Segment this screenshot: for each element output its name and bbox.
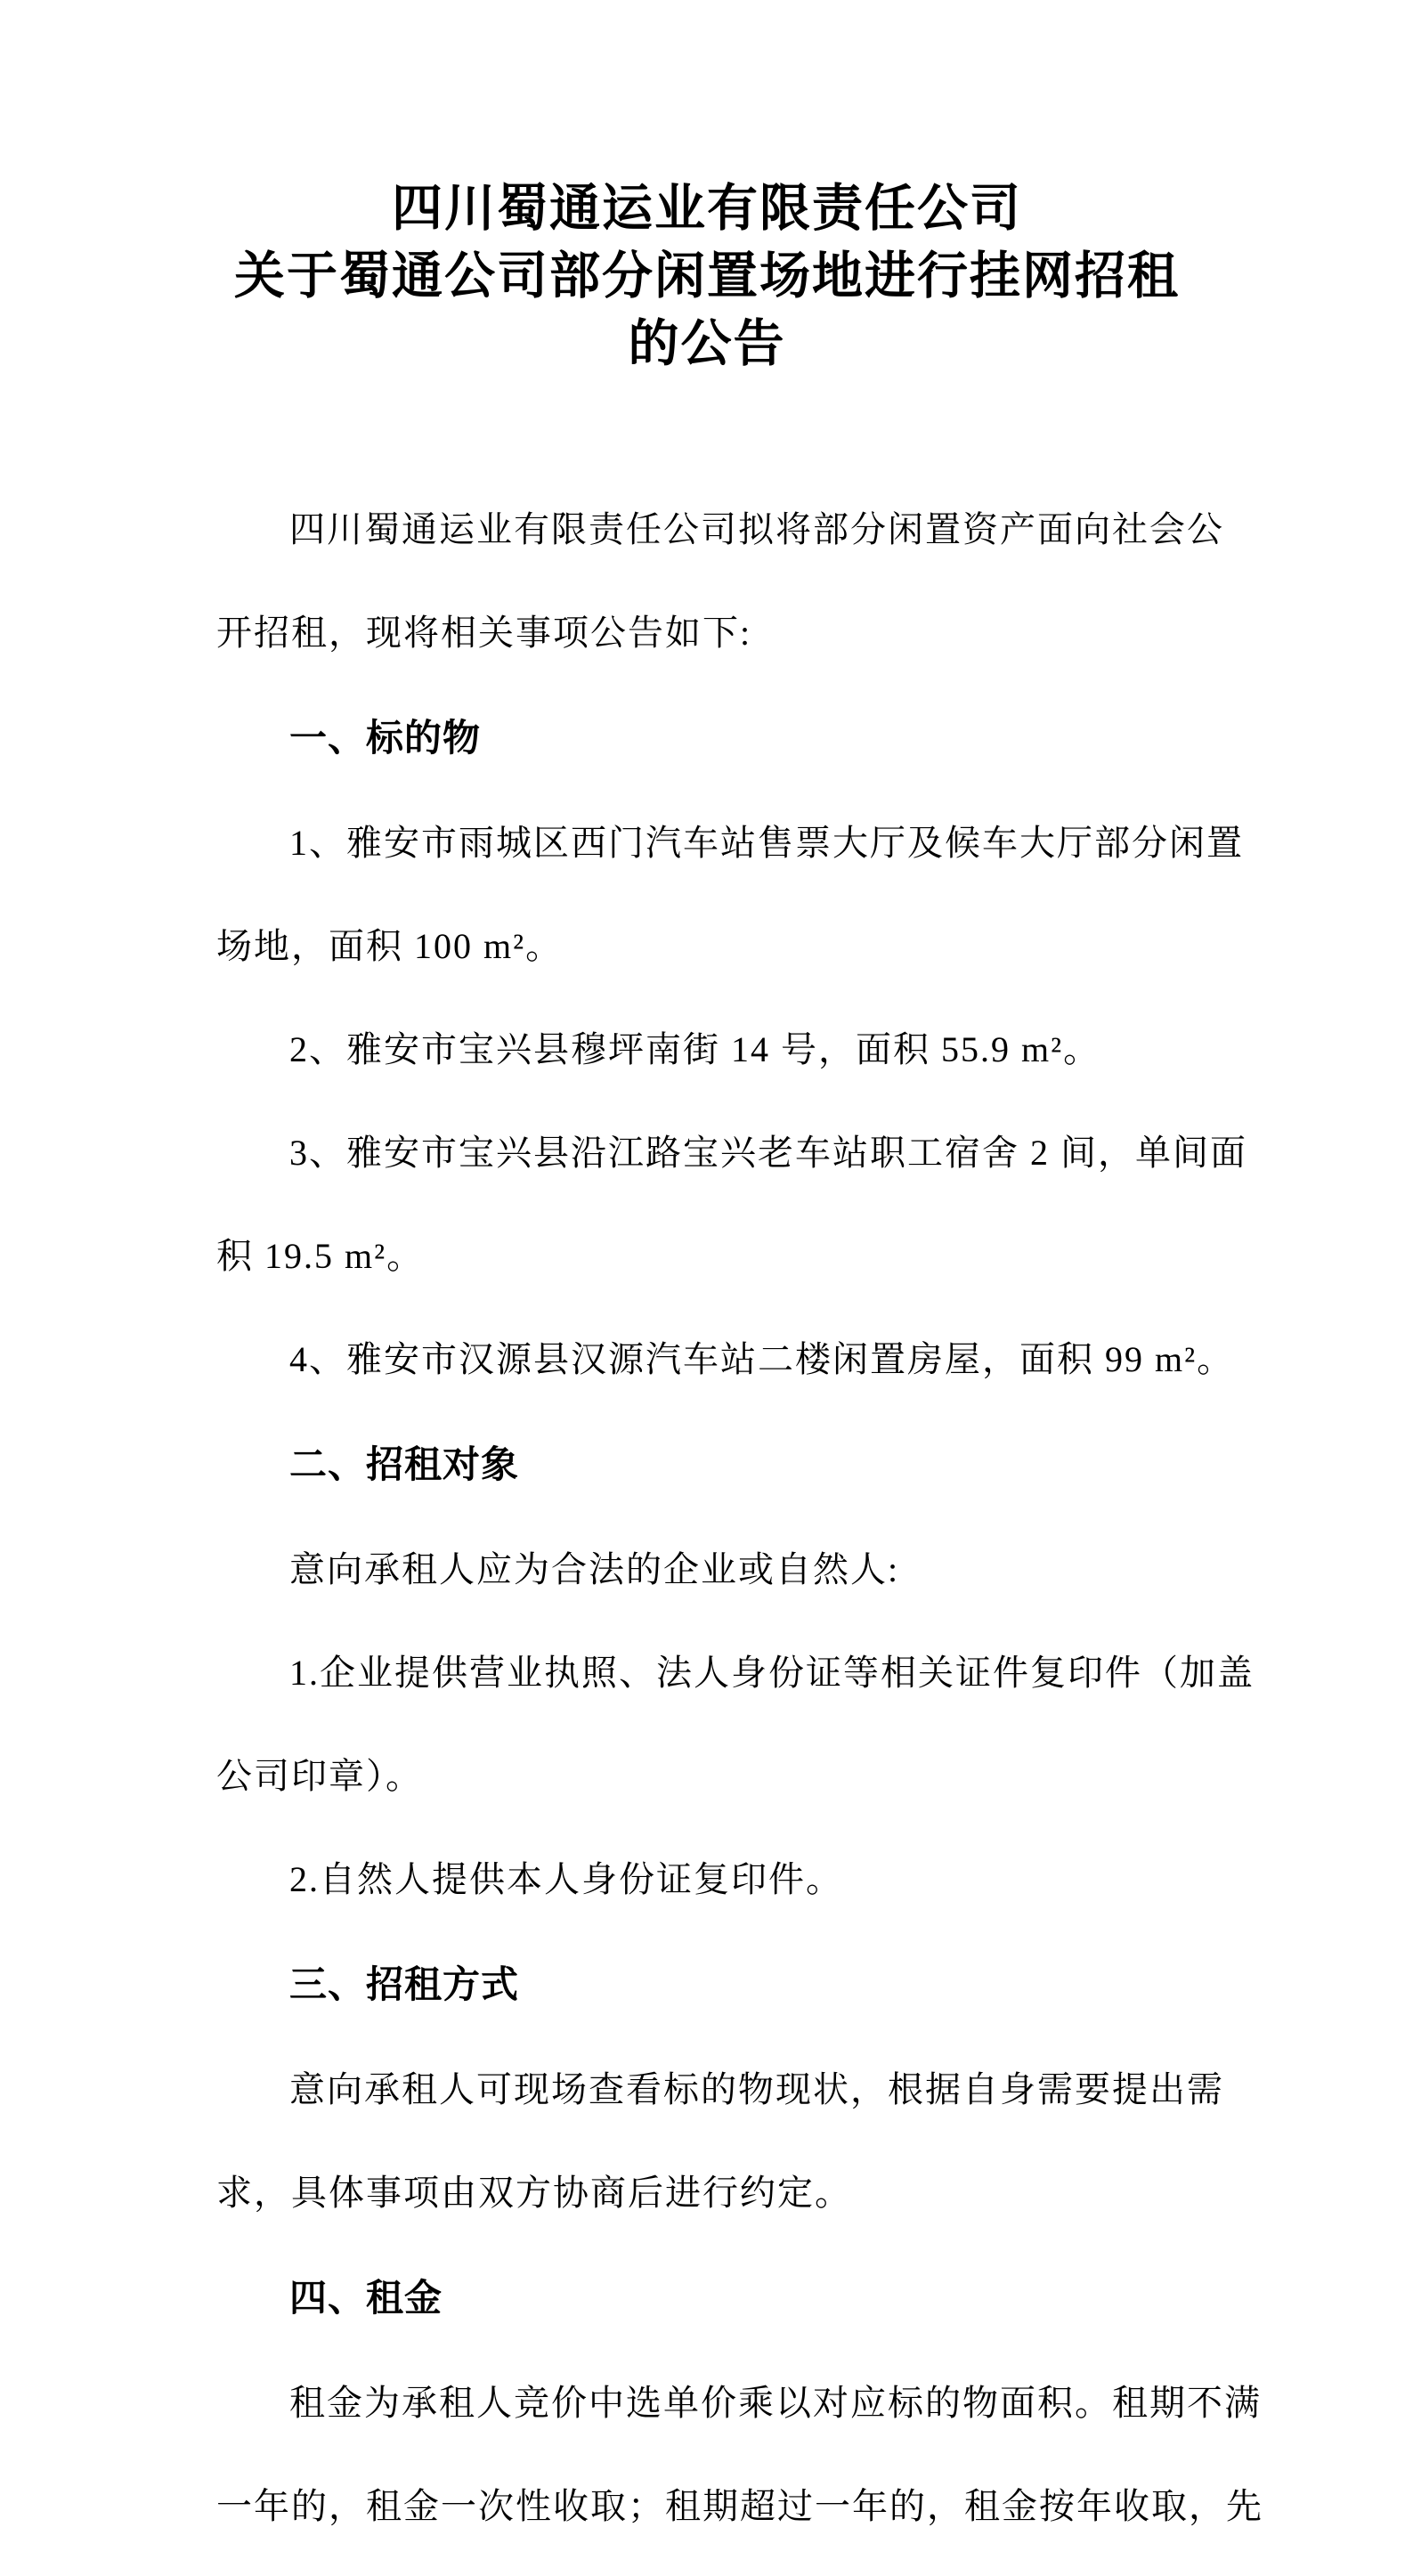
- intro-paragraph-line-2: 开招租，现将相关事项公告如下:: [216, 613, 752, 653]
- lease-targets-item-1-line-2: 公司印章）。: [216, 1756, 423, 1796]
- item-1-line-2: 场地，面积 100 m²。: [216, 926, 564, 966]
- section-heading-lease-targets: 二、招租对象: [289, 1443, 520, 1485]
- item-3-line-1: 3、雅安市宝兴县沿江路宝兴老车站职工宿舍 2 间，单间面: [289, 1133, 1247, 1173]
- rent-paragraph-line-2: 一年的，租金一次性收取；租期超过一年的，租金按年收取，先: [216, 2486, 1263, 2526]
- item-3-line-2: 积 19.5 m²。: [216, 1236, 425, 1276]
- title-line-announcement: 的公告: [628, 316, 786, 372]
- item-2-line: 2、雅安市宝兴县穆坪南街 14 号，面积 55.9 m²。: [289, 1029, 1101, 1069]
- title-line-subject: 关于蜀通公司部分闲置场地进行挂网招租: [234, 248, 1180, 305]
- item-4-line: 4、雅安市汉源县汉源汽车站二楼闲置房屋，面积 99 m²。: [289, 1339, 1235, 1379]
- lease-method-line-1: 意向承租人可现场查看标的物现状，根据自身需要提出需: [289, 2069, 1224, 2109]
- lease-targets-item-2-line: 2.自然人提供本人身份证复印件。: [289, 1859, 843, 1899]
- section-heading-subject-matter: 一、标的物: [289, 717, 482, 759]
- document-title: [216, 175, 1198, 378]
- document-body: [216, 460, 1263, 2576]
- section-heading-lease-method: 三、招租方式: [289, 1963, 520, 2005]
- section-heading-rent: 四、租金: [289, 2277, 443, 2319]
- rent-paragraph-line-1: 租金为承租人竞价中选单价乘以对应标的物面积。租期不满: [289, 2383, 1262, 2423]
- lease-targets-item-1-line-1: 1.企业提供营业执照、法人身份证等相关证件复印件（加盖: [289, 1653, 1255, 1693]
- lease-method-line-2: 求，具体事项由双方协商后进行约定。: [216, 2173, 852, 2213]
- intro-paragraph-line-1: 四川蜀通运业有限责任公司拟将部分闲置资产面向社会公: [289, 509, 1224, 549]
- lease-targets-intro-line: 意向承租人应为合法的企业或自然人:: [289, 1549, 900, 1589]
- item-1-line-1: 1、雅安市雨城区西门汽车站售票大厅及候车大厅部分闲置: [289, 823, 1244, 863]
- title-line-company: 四川蜀通运业有限责任公司: [392, 181, 1022, 237]
